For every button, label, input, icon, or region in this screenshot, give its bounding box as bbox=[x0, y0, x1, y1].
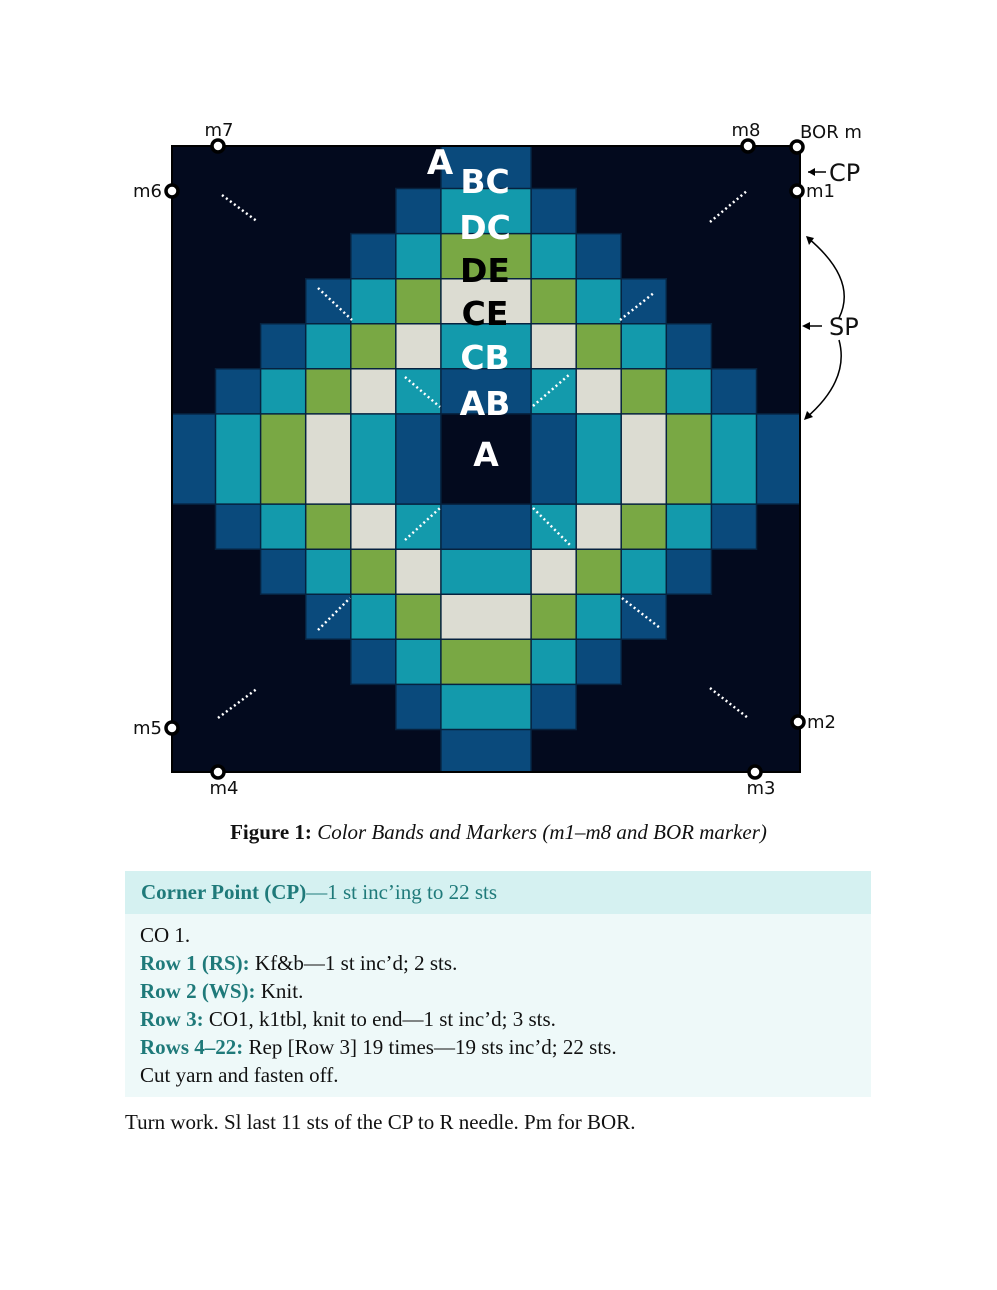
svg-text:m2: m2 bbox=[807, 712, 836, 733]
sp-arrowhead-middle bbox=[802, 322, 810, 330]
after-instruction: Turn work. Sl last 11 sts of the CP to R needle. Pm for BOR. bbox=[125, 1110, 636, 1134]
section-body bbox=[125, 914, 871, 1089]
svg-text:m6: m6 bbox=[133, 181, 162, 202]
figure-caption bbox=[0, 820, 997, 845]
instruction-line: Cut yarn and fasten off. bbox=[140, 1063, 339, 1087]
color-bands-figure bbox=[100, 110, 900, 810]
corner-point-section bbox=[125, 871, 871, 1097]
band-label-ab: AB bbox=[459, 384, 511, 423]
marker-bor bbox=[791, 122, 862, 153]
svg-text:m5: m5 bbox=[133, 718, 162, 739]
section-title-rest: —1 st inc’ing to 22 sts bbox=[306, 880, 498, 904]
sp-label: SP bbox=[829, 313, 859, 341]
sp-arrowhead-top bbox=[806, 236, 814, 245]
band-label-ce: CE bbox=[461, 294, 509, 333]
svg-text:m1: m1 bbox=[806, 181, 835, 202]
band-label-cb: CB bbox=[460, 338, 510, 377]
svg-text:m8: m8 bbox=[731, 120, 761, 141]
svg-text:CP: CP bbox=[829, 159, 861, 187]
svg-text:m3: m3 bbox=[746, 778, 776, 799]
band-label-center: A bbox=[473, 435, 499, 474]
section-header bbox=[125, 871, 871, 914]
instruction-line: Rows 4–22: Rep [Row 3] 19 times—19 sts inc’d; 22 sts. bbox=[140, 1035, 617, 1059]
caption-prefix: Figure 1: bbox=[230, 820, 312, 844]
band-label-top: A bbox=[426, 143, 454, 183]
section-title: Corner Point (CP) bbox=[141, 880, 307, 904]
band-label-dc: DC bbox=[459, 208, 511, 247]
svg-text:m4: m4 bbox=[209, 778, 239, 799]
svg-text:m7: m7 bbox=[204, 120, 234, 141]
instruction-line: Row 2 (WS): Knit. bbox=[140, 979, 304, 1003]
band-label-de: DE bbox=[460, 251, 510, 290]
instruction-line: Row 3: CO1, k1tbl, knit to end—1 st inc’d; 3 sts. bbox=[140, 1007, 556, 1031]
svg-text:BOR m: BOR m bbox=[800, 122, 862, 143]
band-label-bc: BC bbox=[460, 162, 510, 201]
instruction-line: Row 1 (RS): Kf&b—1 st inc’d; 2 sts. bbox=[140, 951, 458, 975]
instruction-line: CO 1. bbox=[140, 923, 191, 947]
caption-text: Color Bands and Markers (m1–m8 and BOR marker) bbox=[317, 820, 767, 844]
